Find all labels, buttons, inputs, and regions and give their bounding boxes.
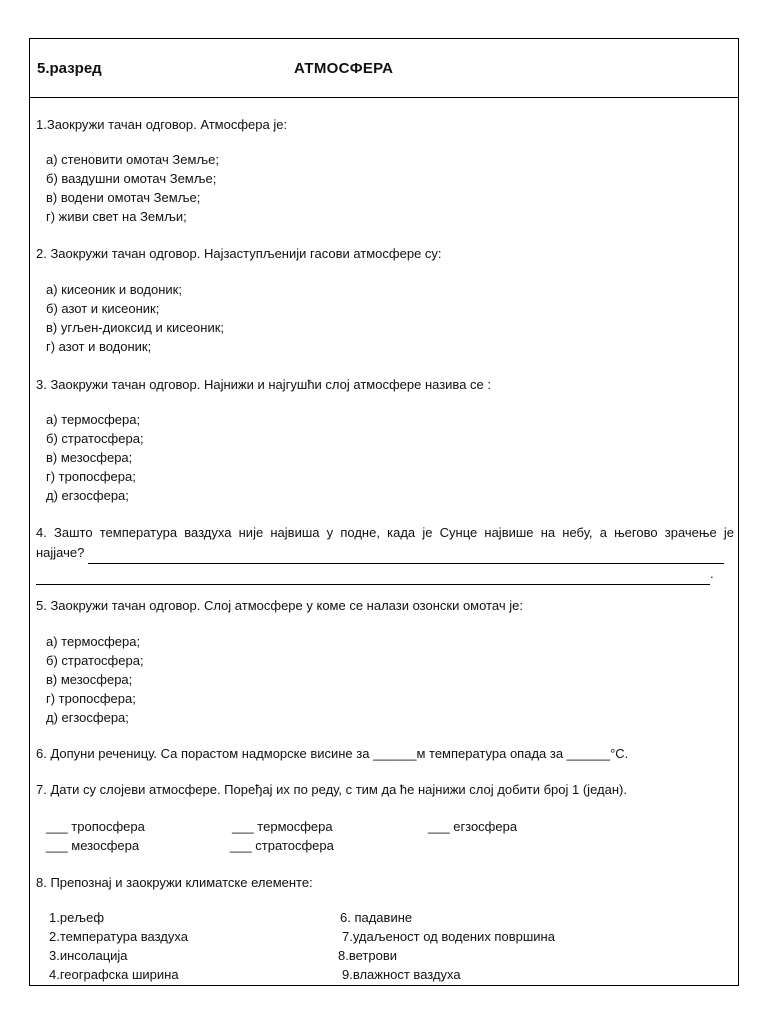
- question-8-prompt: 8. Препознај и заокружи климатске елементе:: [36, 875, 313, 890]
- question-5-option-e[interactable]: д) егзосфера;: [46, 710, 129, 725]
- question-4-answer-line-2[interactable]: [36, 564, 710, 585]
- question-7-item-thermosphere[interactable]: ___ термосфера: [232, 819, 333, 834]
- question-4-prompt: 4. Зашто температура ваздуха није највиша у подне, када је Сунце највише на небу, а његово зрачење је: [36, 525, 734, 540]
- question-2-option-a[interactable]: а) кисеоник и водоник;: [46, 282, 182, 297]
- question-3-option-a[interactable]: а) термосфера;: [46, 412, 141, 427]
- worksheet-title: АТМОСФЕРА: [294, 60, 394, 77]
- question-7-item-mesosphere[interactable]: ___ мезосфера: [46, 838, 140, 853]
- question-5-option-d[interactable]: г) тропосфера;: [46, 691, 136, 706]
- question-4-answer-line-1[interactable]: [88, 543, 724, 564]
- question-4-end-mark: .: [710, 566, 714, 581]
- question-7-item-troposphere[interactable]: ___ тропосфера: [46, 819, 145, 834]
- question-1-option-b[interactable]: б) ваздушни омотач Земље;: [46, 171, 217, 186]
- question-7-prompt: 7. Дати су слојеви атмосфере. Поређај их по реду, с тим да ће најнижи слој добити број 1 (један).: [36, 782, 627, 797]
- question-7-item-stratosphere[interactable]: ___ стратосфера: [230, 838, 334, 853]
- question-8-item-8[interactable]: 8.ветрови: [338, 948, 397, 963]
- question-2-option-c[interactable]: в) угљен-диоксид и кисеоник;: [46, 320, 225, 335]
- question-1-prompt: 1.Заокружи тачан одговор. Атмосфера је:: [36, 117, 288, 132]
- question-5-option-a[interactable]: а) термосфера;: [46, 634, 141, 649]
- question-2-option-d[interactable]: г) азот и водоник;: [46, 339, 152, 354]
- grade-label: 5.разред: [37, 60, 102, 77]
- question-4: [36, 523, 734, 585]
- question-8-item-3[interactable]: 3.инсолација: [49, 948, 128, 963]
- question-8-item-2[interactable]: 2.температура ваздуха: [49, 929, 188, 944]
- question-3-prompt: 3. Заокружи тачан одговор. Најнижи и најгушћи слој атмосфере назива се :: [36, 377, 491, 392]
- question-8-item-4[interactable]: 4.географска ширина: [49, 967, 179, 982]
- question-5-prompt: 5. Заокружи тачан одговор. Слој атмосфере у коме се налази озонски омотач је:: [36, 598, 523, 613]
- question-1-option-a[interactable]: а) стеновити омотач Земље;: [46, 152, 220, 167]
- question-3-option-c[interactable]: в) мезосфера;: [46, 450, 133, 465]
- worksheet-header: [30, 39, 738, 98]
- question-6-sentence[interactable]: 6. Допуни реченицу. Са порастом надморске висине за ______м температура опада за ______°С.: [36, 746, 629, 761]
- question-8-item-9[interactable]: 9.влажност ваздуха: [342, 967, 461, 982]
- question-7-item-exosphere[interactable]: ___ егзосфера: [428, 819, 518, 834]
- question-5-option-c[interactable]: в) мезосфера;: [46, 672, 133, 687]
- question-8-item-7[interactable]: 7.удаљеност од водених површина: [342, 929, 555, 944]
- question-2-option-b[interactable]: б) азот и кисеоник;: [46, 301, 160, 316]
- question-3-option-d[interactable]: г) тропосфера;: [46, 469, 136, 484]
- question-1-option-d[interactable]: г) живи свет на Земљи;: [46, 209, 187, 224]
- question-1-option-c[interactable]: в) водени омотач Земље;: [46, 190, 201, 205]
- question-8-item-6[interactable]: 6. падавине: [340, 910, 413, 925]
- question-2-prompt: 2. Заокружи тачан одговор. Најзаступљенији гасови атмосфере су:: [36, 246, 442, 261]
- question-8-item-1[interactable]: 1.рељеф: [49, 910, 105, 925]
- question-5-option-b[interactable]: б) стратосфера;: [46, 653, 144, 668]
- question-4-prompt-end: најјаче?: [36, 545, 85, 560]
- question-3-option-e[interactable]: д) егзосфера;: [46, 488, 129, 503]
- question-3-option-b[interactable]: б) стратосфера;: [46, 431, 144, 446]
